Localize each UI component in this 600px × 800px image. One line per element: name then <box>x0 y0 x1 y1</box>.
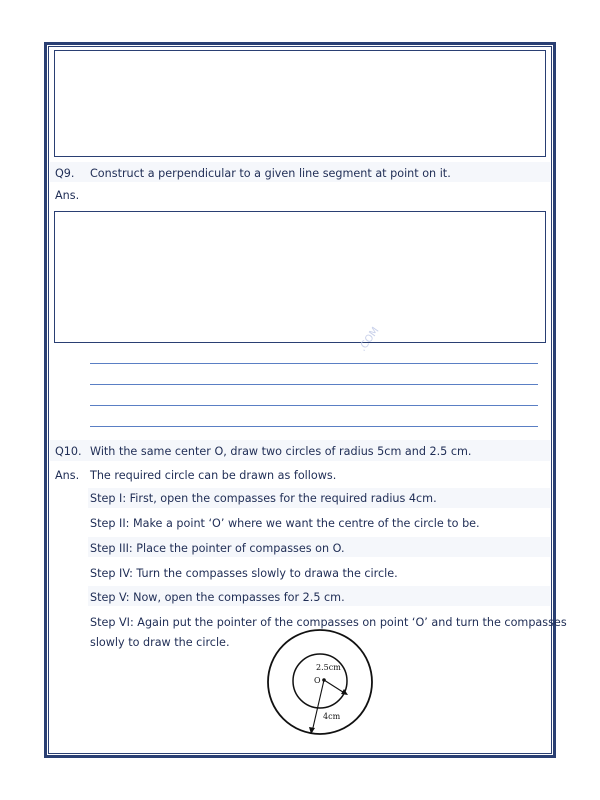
q9-text: Construct a perpendicular to a given line segment at point on it. <box>90 167 451 180</box>
answer-line <box>90 363 538 364</box>
outer-radius-line <box>312 680 324 732</box>
q10-text: With the same center O, draw two circles of radius 5cm and 2.5 cm. <box>90 445 472 458</box>
center-label: O <box>314 676 321 685</box>
answer-line <box>90 405 538 406</box>
inner-radius-label: 2.5cm <box>316 663 341 672</box>
step-2: Step II: Make a point ‘O’ where we want the centre of the circle to be. <box>90 517 480 530</box>
step-6-continued: slowly to draw the circle. <box>90 636 230 649</box>
answer-box-q9 <box>54 211 546 343</box>
q10-intro: The required circle can be drawn as follows. <box>90 469 337 482</box>
step-4: Step IV: Turn the compasses slowly to drawa the circle. <box>90 567 398 580</box>
q9-number: Q9. <box>55 167 75 180</box>
q10-ans-label: Ans. <box>55 469 80 482</box>
q9-ans-label: Ans. <box>55 189 80 202</box>
answer-box-top <box>54 50 546 157</box>
answer-line <box>90 426 538 427</box>
step-5: Step V: Now, open the compasses for 2.5 cm. <box>90 591 345 604</box>
answer-line <box>90 384 538 385</box>
outer-radius-label: 4cm <box>323 712 341 721</box>
q10-number: Q10. <box>55 445 82 458</box>
watermark: .COM <box>357 325 382 354</box>
step-1: Step I: First, open the compasses for the required radius 4cm. <box>90 492 437 505</box>
step-3: Step III: Place the pointer of compasses on O. <box>90 542 345 555</box>
concentric-circles-diagram <box>262 626 386 738</box>
step-6: Step VI: Again put the pointer of the compasses on point ‘O’ and turn the compasses <box>90 616 567 629</box>
